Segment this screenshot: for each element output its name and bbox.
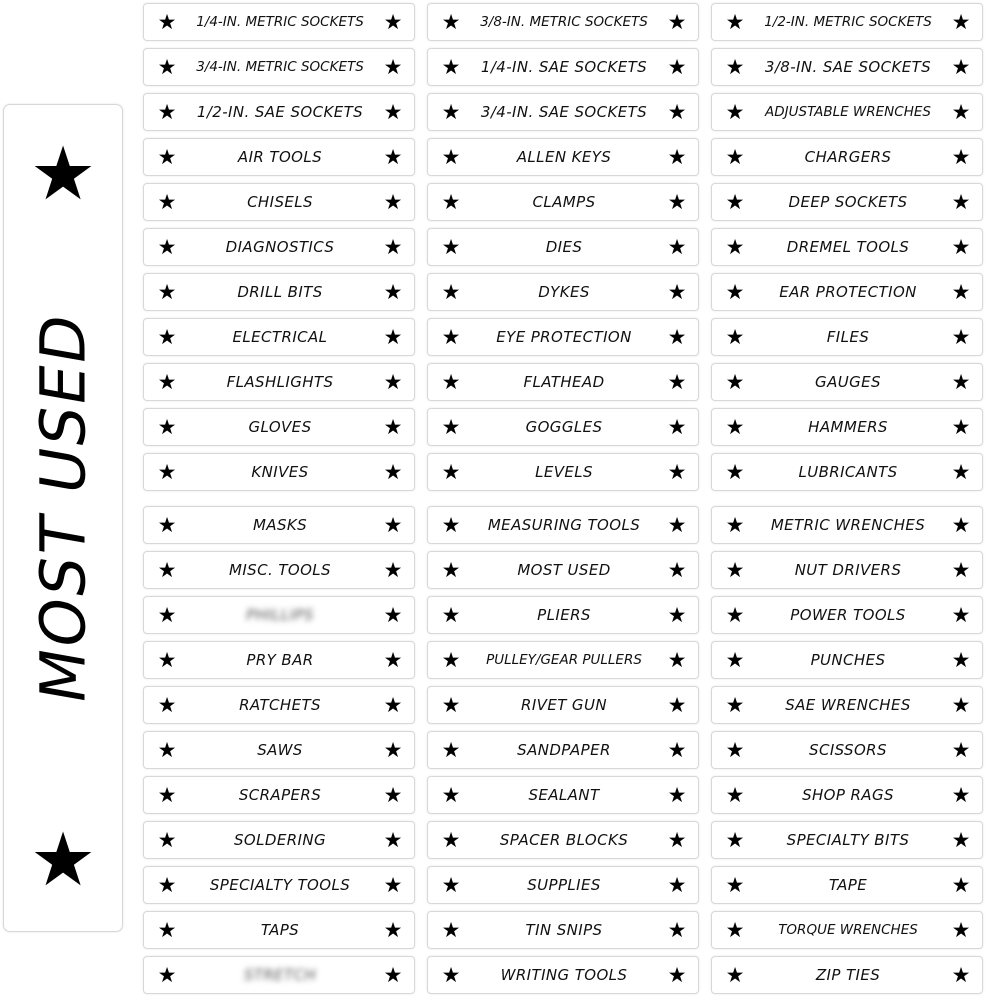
tool-label-sticker xyxy=(143,408,415,446)
tool-label-sticker xyxy=(427,776,699,814)
star-icon-right: ★ xyxy=(667,693,687,717)
star-icon-left: ★ xyxy=(157,828,177,852)
tool-label-text: ZIP TIES xyxy=(815,966,881,984)
star-icon-left: ★ xyxy=(157,235,177,259)
tool-label-sticker xyxy=(711,363,983,401)
star-icon-right: ★ xyxy=(951,918,971,942)
star-icon-right: ★ xyxy=(667,235,687,259)
tool-label-sticker xyxy=(427,506,699,544)
star-icon-left: ★ xyxy=(725,693,745,717)
tool-label-text: SCISSORS xyxy=(809,741,887,759)
star-icon-right: ★ xyxy=(667,873,687,897)
star-icon-left: ★ xyxy=(725,648,745,672)
tool-label-text: PULLEY/GEAR PULLERS xyxy=(486,652,642,668)
tool-label-sticker xyxy=(427,731,699,769)
tool-label-text: SOLDERING xyxy=(233,831,326,849)
star-icon-left: ★ xyxy=(157,693,177,717)
tool-label-text: CHISELS xyxy=(247,193,313,211)
tool-label-text: AIR TOOLS xyxy=(237,148,323,166)
star-icon-right: ★ xyxy=(951,873,971,897)
star-icon-right: ★ xyxy=(667,648,687,672)
star-icon-left: ★ xyxy=(157,10,177,34)
tool-label-sticker xyxy=(711,506,983,544)
tool-label-text: SAWS xyxy=(257,741,303,759)
tool-label-text: LUBRICANTS xyxy=(798,463,898,481)
tool-label-text: 3/4-IN. METRIC SOCKETS xyxy=(196,59,364,75)
star-icon-right: ★ xyxy=(383,873,403,897)
tool-label-text: CHARGERS xyxy=(804,148,892,166)
tool-label-sticker xyxy=(427,641,699,679)
tool-label-text: DREMEL TOOLS xyxy=(786,238,910,256)
tool-label-text: POWER TOOLS xyxy=(790,606,906,624)
star-icon-left: ★ xyxy=(157,55,177,79)
tool-label-text: METRIC WRENCHES xyxy=(770,516,926,534)
star-icon-left: ★ xyxy=(725,918,745,942)
tool-label-text: PUNCHES xyxy=(810,651,886,669)
star-icon-left: ★ xyxy=(441,415,461,439)
tool-label-sticker xyxy=(711,596,983,634)
star-icon-right: ★ xyxy=(951,738,971,762)
star-icon-right: ★ xyxy=(383,558,403,582)
star-icon-right: ★ xyxy=(951,370,971,394)
tool-label-text: SPACER BLOCKS xyxy=(499,831,629,849)
star-icon-right: ★ xyxy=(383,513,403,537)
tool-label-sticker xyxy=(427,821,699,859)
tool-label-text: TAPE xyxy=(828,876,868,894)
side-label-title: MOST USED xyxy=(26,307,100,709)
tool-label-sticker xyxy=(143,821,415,859)
tool-label-sticker xyxy=(427,93,699,131)
star-icon-left: ★ xyxy=(725,783,745,807)
tool-label-sticker xyxy=(711,911,983,949)
star-icon-right: ★ xyxy=(383,370,403,394)
star-icon-right: ★ xyxy=(383,415,403,439)
star-icon-right: ★ xyxy=(951,10,971,34)
tool-label-sticker xyxy=(427,686,699,724)
tool-label-text: FILES xyxy=(826,328,870,346)
tool-label-sticker xyxy=(427,363,699,401)
tool-label-sticker xyxy=(711,686,983,724)
tool-label-sticker xyxy=(711,408,983,446)
large-star-icon-top: ★ xyxy=(29,131,97,217)
tool-label-text: 3/4-IN. SAE SOCKETS xyxy=(480,103,648,121)
star-icon-right: ★ xyxy=(383,963,403,987)
tool-label-sticker xyxy=(143,911,415,949)
star-icon-left: ★ xyxy=(157,918,177,942)
tool-label-sticker xyxy=(143,506,415,544)
star-icon-left: ★ xyxy=(725,513,745,537)
tool-label-text: SAE WRENCHES xyxy=(785,696,911,714)
tool-label-text: MASKS xyxy=(252,516,308,534)
star-icon-right: ★ xyxy=(667,370,687,394)
tool-label-text: FLASHLIGHTS xyxy=(226,373,334,391)
tool-label-text: KNIVES xyxy=(251,463,309,481)
star-icon-right: ★ xyxy=(667,738,687,762)
star-icon-right: ★ xyxy=(667,55,687,79)
tool-label-sticker xyxy=(143,273,415,311)
tool-label-text: TORQUE WRENCHES xyxy=(778,922,918,938)
star-icon-right: ★ xyxy=(383,145,403,169)
tool-label-sticker xyxy=(711,776,983,814)
star-icon-right: ★ xyxy=(951,415,971,439)
star-icon-right: ★ xyxy=(951,55,971,79)
tool-label-sticker xyxy=(711,3,983,41)
star-icon-left: ★ xyxy=(725,738,745,762)
tool-label-text: SANDPAPER xyxy=(517,741,611,759)
star-icon-left: ★ xyxy=(441,460,461,484)
star-icon-left: ★ xyxy=(725,10,745,34)
star-icon-right: ★ xyxy=(383,460,403,484)
star-icon-left: ★ xyxy=(157,370,177,394)
tool-label-sticker xyxy=(711,183,983,221)
star-icon-left: ★ xyxy=(725,415,745,439)
star-icon-left: ★ xyxy=(157,873,177,897)
star-icon-right: ★ xyxy=(383,603,403,627)
star-icon-left: ★ xyxy=(725,235,745,259)
tool-label-sticker xyxy=(711,641,983,679)
tool-label-text: SPECIALTY TOOLS xyxy=(209,876,351,894)
star-icon-right: ★ xyxy=(383,738,403,762)
star-icon-left: ★ xyxy=(441,10,461,34)
star-icon-left: ★ xyxy=(441,145,461,169)
tool-label-sticker xyxy=(143,183,415,221)
tool-label-sticker xyxy=(711,866,983,904)
tool-label-text: GOGGLES xyxy=(525,418,603,436)
star-icon-right: ★ xyxy=(951,783,971,807)
star-icon-right: ★ xyxy=(951,325,971,349)
tool-label-sticker xyxy=(143,138,415,176)
tool-label-sticker xyxy=(143,551,415,589)
star-icon-left: ★ xyxy=(157,783,177,807)
star-icon-left: ★ xyxy=(157,558,177,582)
tool-label-sticker xyxy=(427,3,699,41)
tool-label-text: ALLEN KEYS xyxy=(516,148,612,166)
star-icon-right: ★ xyxy=(383,783,403,807)
star-icon-right: ★ xyxy=(667,100,687,124)
tool-label-sticker xyxy=(143,3,415,41)
star-icon-left: ★ xyxy=(441,235,461,259)
tool-label-text: MOST USED xyxy=(517,561,611,579)
tool-label-text: LEVELS xyxy=(535,463,593,481)
star-icon-left: ★ xyxy=(157,280,177,304)
star-icon-right: ★ xyxy=(951,100,971,124)
star-icon-right: ★ xyxy=(667,325,687,349)
tool-label-text: FLATHEAD xyxy=(523,373,605,391)
tool-label-sticker xyxy=(711,228,983,266)
tool-label-sticker xyxy=(427,183,699,221)
tool-label-text: SPECIALTY BITS xyxy=(786,831,910,849)
star-icon-left: ★ xyxy=(157,963,177,987)
tool-label-sticker xyxy=(427,408,699,446)
tool-label-sticker xyxy=(711,821,983,859)
star-icon-right: ★ xyxy=(383,100,403,124)
most-used-side-label xyxy=(3,104,123,932)
star-icon-left: ★ xyxy=(441,55,461,79)
star-icon-left: ★ xyxy=(725,55,745,79)
tool-label-text: PHILLIPS xyxy=(246,606,314,624)
star-icon-left: ★ xyxy=(157,325,177,349)
tool-label-sticker xyxy=(427,596,699,634)
star-icon-right: ★ xyxy=(667,918,687,942)
star-icon-left: ★ xyxy=(725,190,745,214)
tool-label-sticker xyxy=(143,363,415,401)
tool-label-text: 1/2-IN. SAE SOCKETS xyxy=(196,103,364,121)
tool-label-sticker xyxy=(711,956,983,994)
star-icon-left: ★ xyxy=(441,783,461,807)
tool-label-text: RATCHETS xyxy=(239,696,321,714)
star-icon-right: ★ xyxy=(951,145,971,169)
star-icon-left: ★ xyxy=(441,370,461,394)
tool-label-text: TIN SNIPS xyxy=(525,921,603,939)
tool-label-text: DIAGNOSTICS xyxy=(225,238,335,256)
tool-label-sticker xyxy=(427,228,699,266)
star-icon-left: ★ xyxy=(441,513,461,537)
tool-label-sticker xyxy=(711,273,983,311)
tool-label-text: DEEP SOCKETS xyxy=(788,193,908,211)
tool-label-sticker xyxy=(711,138,983,176)
tool-label-sticker xyxy=(143,93,415,131)
tool-label-sticker xyxy=(427,318,699,356)
tool-label-text: SUPPLIES xyxy=(527,876,601,894)
tool-label-text: MISC. TOOLS xyxy=(229,561,331,579)
tool-label-sticker xyxy=(143,956,415,994)
star-icon-right: ★ xyxy=(951,513,971,537)
tool-label-text: MEASURING TOOLS xyxy=(487,516,641,534)
tool-label-text: GAUGES xyxy=(815,373,881,391)
star-icon-left: ★ xyxy=(441,648,461,672)
star-icon-left: ★ xyxy=(157,145,177,169)
tool-label-text: NUT DRIVERS xyxy=(794,561,902,579)
tool-label-text: DYKES xyxy=(538,283,590,301)
tool-label-text: SCRAPERS xyxy=(238,786,322,804)
tool-label-text: 3/8-IN. SAE SOCKETS xyxy=(764,58,932,76)
star-icon-left: ★ xyxy=(441,558,461,582)
star-icon-left: ★ xyxy=(157,648,177,672)
tool-label-text: DRILL BITS xyxy=(237,283,323,301)
star-icon-left: ★ xyxy=(441,738,461,762)
star-icon-right: ★ xyxy=(383,325,403,349)
tool-label-text: HAMMERS xyxy=(808,418,888,436)
star-icon-right: ★ xyxy=(383,55,403,79)
star-icon-left: ★ xyxy=(441,963,461,987)
star-icon-right: ★ xyxy=(951,603,971,627)
star-icon-left: ★ xyxy=(725,145,745,169)
star-icon-right: ★ xyxy=(667,603,687,627)
star-icon-left: ★ xyxy=(441,828,461,852)
star-icon-right: ★ xyxy=(951,828,971,852)
star-icon-left: ★ xyxy=(441,873,461,897)
star-icon-left: ★ xyxy=(441,603,461,627)
tool-label-sticker xyxy=(143,228,415,266)
star-icon-left: ★ xyxy=(725,828,745,852)
tool-label-text: 1/4-IN. METRIC SOCKETS xyxy=(196,14,364,30)
star-icon-left: ★ xyxy=(157,603,177,627)
star-icon-left: ★ xyxy=(725,325,745,349)
tool-label-text: CLAMPS xyxy=(532,193,596,211)
star-icon-right: ★ xyxy=(667,963,687,987)
star-icon-right: ★ xyxy=(951,235,971,259)
tool-label-text: ADJUSTABLE WRENCHES xyxy=(765,104,931,120)
star-icon-left: ★ xyxy=(157,460,177,484)
star-icon-left: ★ xyxy=(157,190,177,214)
star-icon-right: ★ xyxy=(951,558,971,582)
tool-label-sticker xyxy=(711,731,983,769)
star-icon-right: ★ xyxy=(383,828,403,852)
tool-label-sticker xyxy=(143,453,415,491)
star-icon-right: ★ xyxy=(383,648,403,672)
star-icon-right: ★ xyxy=(383,235,403,259)
tool-label-sticker xyxy=(143,731,415,769)
star-icon-right: ★ xyxy=(667,415,687,439)
tool-label-text: SEALANT xyxy=(528,786,600,804)
star-icon-left: ★ xyxy=(725,963,745,987)
tool-label-sticker xyxy=(427,48,699,86)
tool-label-text: PRY BAR xyxy=(246,651,314,669)
tool-label-sticker xyxy=(427,866,699,904)
star-icon-right: ★ xyxy=(667,558,687,582)
tool-label-text: STRETCH xyxy=(243,966,317,984)
star-icon-right: ★ xyxy=(667,513,687,537)
star-icon-left: ★ xyxy=(725,100,745,124)
star-icon-right: ★ xyxy=(383,10,403,34)
star-icon-right: ★ xyxy=(951,648,971,672)
tool-label-text: ELECTRICAL xyxy=(232,328,328,346)
tool-label-sticker xyxy=(143,641,415,679)
tool-label-text: SHOP RAGS xyxy=(802,786,894,804)
star-icon-left: ★ xyxy=(441,325,461,349)
tool-label-text: TAPS xyxy=(260,921,300,939)
star-icon-right: ★ xyxy=(951,963,971,987)
star-icon-right: ★ xyxy=(951,190,971,214)
tool-label-sticker xyxy=(711,93,983,131)
star-icon-left: ★ xyxy=(441,100,461,124)
star-icon-right: ★ xyxy=(383,693,403,717)
tool-label-sticker xyxy=(427,273,699,311)
star-icon-left: ★ xyxy=(725,280,745,304)
tool-label-text: DIES xyxy=(545,238,583,256)
tool-label-text: 3/8-IN. METRIC SOCKETS xyxy=(480,14,648,30)
tool-label-sticker xyxy=(143,776,415,814)
tool-label-text: RIVET GUN xyxy=(521,696,607,714)
star-icon-left: ★ xyxy=(157,100,177,124)
star-icon-left: ★ xyxy=(725,558,745,582)
star-icon-left: ★ xyxy=(157,738,177,762)
tool-label-sticker xyxy=(427,911,699,949)
star-icon-left: ★ xyxy=(725,873,745,897)
star-icon-left: ★ xyxy=(441,918,461,942)
star-icon-left: ★ xyxy=(441,280,461,304)
tool-label-text: WRITING TOOLS xyxy=(500,966,628,984)
star-icon-right: ★ xyxy=(667,10,687,34)
star-icon-left: ★ xyxy=(441,693,461,717)
tool-label-sticker xyxy=(143,866,415,904)
tool-label-text: 1/4-IN. SAE SOCKETS xyxy=(480,58,648,76)
star-icon-left: ★ xyxy=(725,460,745,484)
star-icon-right: ★ xyxy=(667,190,687,214)
tool-label-text: PLIERS xyxy=(537,606,591,624)
tool-label-sticker xyxy=(143,596,415,634)
tool-label-text: EAR PROTECTION xyxy=(779,283,917,301)
star-icon-right: ★ xyxy=(383,918,403,942)
tool-label-text: EYE PROTECTION xyxy=(496,328,632,346)
star-icon-right: ★ xyxy=(667,783,687,807)
tool-label-sticker xyxy=(143,686,415,724)
tool-label-text: GLOVES xyxy=(248,418,312,436)
star-icon-left: ★ xyxy=(725,370,745,394)
large-star-icon-bottom: ★ xyxy=(29,817,97,903)
tool-label-sticker xyxy=(143,318,415,356)
tool-label-sticker xyxy=(427,453,699,491)
tool-label-text: 1/2-IN. METRIC SOCKETS xyxy=(764,14,932,30)
tool-label-sticker xyxy=(143,48,415,86)
tool-label-sticker xyxy=(711,48,983,86)
star-icon-right: ★ xyxy=(383,280,403,304)
tool-label-sticker xyxy=(711,551,983,589)
star-icon-right: ★ xyxy=(667,280,687,304)
tool-label-sticker xyxy=(711,318,983,356)
star-icon-left: ★ xyxy=(157,415,177,439)
star-icon-left: ★ xyxy=(441,190,461,214)
star-icon-right: ★ xyxy=(951,693,971,717)
tool-label-sticker xyxy=(427,956,699,994)
star-icon-right: ★ xyxy=(667,460,687,484)
tool-label-sticker xyxy=(711,453,983,491)
star-icon-right: ★ xyxy=(951,460,971,484)
star-icon-right: ★ xyxy=(667,828,687,852)
star-icon-left: ★ xyxy=(157,513,177,537)
tool-label-sticker xyxy=(427,138,699,176)
star-icon-right: ★ xyxy=(951,280,971,304)
star-icon-left: ★ xyxy=(725,603,745,627)
star-icon-right: ★ xyxy=(383,190,403,214)
star-icon-right: ★ xyxy=(667,145,687,169)
tool-label-sticker xyxy=(427,551,699,589)
